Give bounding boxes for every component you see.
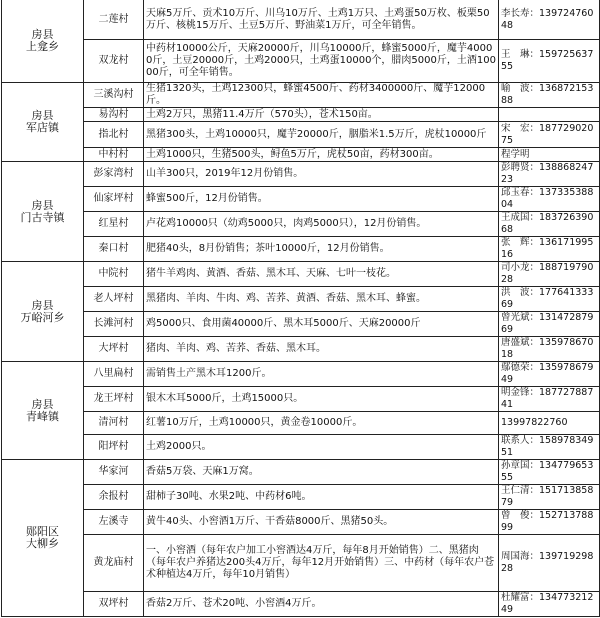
village-cell: 双坪村 [84,592,144,617]
contact-cell: 王成国：18372639068 [499,212,600,237]
produce-cell: 一、小窖酒（每年农户加工小窖酒达4万斤，每年8月开始销售）二、黑猪肉（每年农户养猪达200头4万斤，每年12月开始销售）三、中药材（每年农户苍术种植达4万斤，每年10月销售） [144,535,499,592]
table-row [2,212,600,237]
produce-cell: 黄牛40头、小窖酒1万斤、干香菇8000斤、黑猪50头。 [144,510,499,535]
contact-cell: 曾 俊：15271378899 [499,510,600,535]
village-cell: 双龙村 [84,40,144,83]
town-name-line: 门古寺镇 [20,210,65,224]
table-row [2,108,600,122]
produce-cell: 蜂蜜500斤，12月份销售。 [144,187,499,212]
contact-cell: 唐盛斌：13597867018 [499,337,600,362]
town-cell [2,0,84,83]
produce-cell: 生猪1320头，土鸡12300只，蜂蜜4500斤、药材3400000斤、魔芋12000斤。 [144,83,499,108]
contact-cell: 周国海：13971929828 [499,535,600,592]
town-name-line: 军店镇 [26,121,59,134]
table-row [2,460,600,485]
produce-cell: 银木木耳5000斤，土鸡15000只。 [144,387,499,412]
table-row [2,387,600,412]
village-cell: 清河村 [84,412,144,435]
contact-cell: 鄢德荣：13597867949 [499,362,600,387]
town-name-line: 青峰镇 [26,409,59,423]
table-row [2,40,600,83]
town-cell [2,162,84,262]
produce-cell: 土鸡2000只。 [144,435,499,460]
table-row [2,262,600,287]
contact-cell: 李长寿：13972476048 [499,0,600,40]
table-row [2,510,600,535]
table-row [2,187,600,212]
village-cell: 易沟村 [84,108,144,122]
village-cell: 仙家坪村 [84,187,144,212]
contact-cell: 曾光斌：13147287969 [499,312,600,337]
table-row [2,312,600,337]
town-cell [2,262,84,362]
contact-cell: 彭聘贤：13886824723 [499,162,600,187]
village-cell: 左溪寺 [84,510,144,535]
table-row [2,412,600,435]
contact-cell: 程学明 [499,148,600,162]
table-row [2,337,600,362]
contact-cell: 联系人：15897834951 [499,435,600,460]
produce-cell: 需销售土产黑木耳1200斤。 [144,362,499,387]
table-row [2,83,600,108]
contact-cell: 喻 波：13687215388 [499,83,600,108]
town-name-line: 房县 [31,28,54,41]
table-row [2,535,600,592]
town-name-line: 上龛乡 [26,40,59,53]
village-cell: 大坪村 [84,337,144,362]
contact-cell: 13997822760 [499,412,600,435]
produce-cell: 甜柿子30吨、水果2吨、中药材6吨。 [144,485,499,510]
table-row [2,435,600,460]
village-cell: 彭家湾村 [84,162,144,187]
town-name-line: 万峪河乡 [20,310,65,324]
table-row [2,162,600,187]
produce-cell: 肥猪40头，8月份销售；茶叶10000斤，12月份销售。 [144,237,499,262]
contact-cell: 王 琳：15972563755 [499,40,600,83]
data-table [1,0,600,617]
village-cell: 指北村 [84,122,144,148]
contact-cell: 孙章国：13477965355 [499,460,600,485]
produce-cell: 香菇5万袋、天麻1万窝。 [144,460,499,485]
produce-cell: 中药材10000公斤，天麻20000斤，川乌10000斤，蜂蜜5000斤，魔芋40000斤，土豆20000斤，土鸡2000只，土鸡蛋10000个，腊肉5000斤，土酒10000斤，可全年销售。 [144,40,499,83]
village-cell: 二莲村 [84,0,144,40]
contact-cell: 宋 宏：18772902075 [499,122,600,148]
village-cell: 三溪沟村 [84,83,144,108]
produce-cell: 黑猪肉、羊肉、牛肉、鸡、苦荞、黄酒、香菇、黑木耳、蜂蜜。 [144,287,499,312]
produce-cell: 香菇2万斤、苍术20吨、小窖酒4万斤。 [144,592,499,617]
village-cell: 八里扁村 [84,362,144,387]
contact-cell: 明金锋：18772788741 [499,387,600,412]
produce-cell: 黑猪300头，土鸡10000只，魔芋20000斤，胭脂米1.5万斤，虎杖10000斤 [144,122,499,148]
town-name-line: 大柳乡 [26,537,59,550]
town-name-line: 房县 [31,198,54,212]
town-cell [2,460,84,617]
table-row [2,592,600,617]
town-name-line: 房县 [31,109,54,122]
town-cell [2,83,84,162]
produce-cell: 红薯10万斤，土鸡10000只，黄金卷10000斤。 [144,412,499,435]
table-body [2,0,600,617]
contact-cell [499,108,600,122]
produce-cell: 土鸡1000只，生猪500头，鲟鱼5万斤，虎杖50亩，药材300亩。 [144,148,499,162]
village-cell: 龙王坪村 [84,387,144,412]
village-cell: 长滩河村 [84,312,144,337]
contact-cell: 司小龙：18871979028 [499,262,600,287]
produce-cell: 卢花鸡10000只（幼鸡5000只，肉鸡5000只），12月份销售。 [144,212,499,237]
village-cell: 秦口村 [84,237,144,262]
produce-cell: 猪肉、羊肉、鸡、苦荞、香菇、黑木耳。 [144,337,499,362]
town-name-line: 房县 [31,298,54,312]
table-row [2,148,600,162]
village-cell: 黄龙庙村 [84,535,144,592]
produce-cell: 鸡5000只、食用菌40000斤、黑木耳5000斤、天麻20000斤 [144,312,499,337]
contact-cell: 洪 波：17764133369 [499,287,600,312]
table-row [2,287,600,312]
village-cell: 阳坪村 [84,435,144,460]
table-row [2,122,600,148]
town-cell [2,362,84,460]
table-row [2,362,600,387]
table-row [2,0,600,40]
village-cell: 红星村 [84,212,144,237]
village-cell: 老人坪村 [84,287,144,312]
table-row [2,237,600,262]
produce-cell: 土鸡2万只，黑猪11.4万斤（570头），苍术150亩。 [144,108,499,122]
produce-cell: 山羊300只，2019年12月份销售。 [144,162,499,187]
contact-cell: 张 辉：13617199516 [499,237,600,262]
contact-cell: 邱玉春：13733538804 [499,187,600,212]
town-name-line: 郧阳区 [26,525,59,538]
town-name-line: 房县 [31,397,54,411]
produce-cell: 猪牛羊鸡肉、黄酒、香菇、黑木耳、天麻、七叶一枝花。 [144,262,499,287]
village-cell: 余报村 [84,485,144,510]
produce-cell: 天麻5万斤、贡术10万斤、川乌10万斤、土鸡1万只、土鸡蛋50万枚、板栗50万斤、核桃15万斤、土豆5万斤、野油菜1万斤，可全年销售。 [144,0,499,40]
village-cell: 华家河 [84,460,144,485]
contact-cell: 杜耀富：13477321249 [499,592,600,617]
village-cell: 中村村 [84,148,144,162]
village-cell: 中院村 [84,262,144,287]
contact-cell: 王仁清：15171385879 [499,485,600,510]
table-row [2,485,600,510]
